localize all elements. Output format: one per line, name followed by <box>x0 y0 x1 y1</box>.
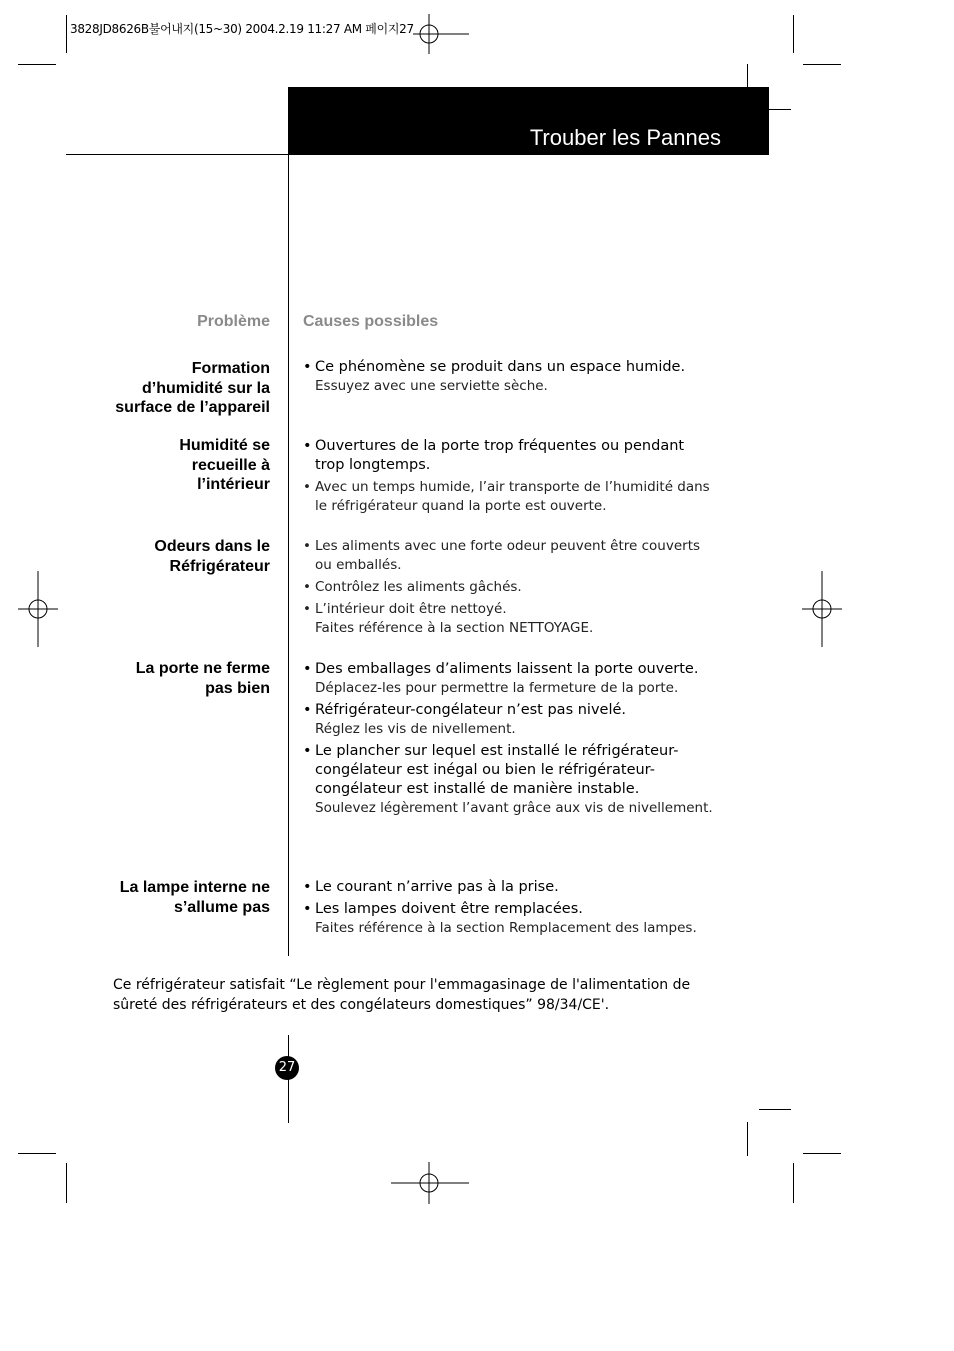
cause-remedy: Faites référence à la section Remplacement des lampes. <box>315 920 697 936</box>
problem-label: Formation d’humidité sur la surface de l’appareil <box>115 360 270 416</box>
causes-list <box>303 878 713 938</box>
crop-mark <box>66 15 67 53</box>
crop-mark <box>66 1163 67 1203</box>
title-bar <box>289 87 769 155</box>
compliance-note: Ce réfrigérateur satisfait “Le règlement pour l'emmagasinage de l'alimentation de sûreté des réfrigérateurs et des congélateurs domestiques” 98/34/CE'. <box>113 977 691 1013</box>
cause-item: • Ouvertures de la porte trop fréquentes ou pendant trop longtemps. <box>303 437 713 475</box>
registration-mark-icon <box>18 571 58 647</box>
problem-label: La lampe interne ne s’allume pas <box>119 879 270 916</box>
causes-column-header: Causes possibles <box>303 313 439 330</box>
cause-item: • Le plancher sur lequel est installé le réfrigérateur-congélateur est inégal ou bien le réfrigérateur-congélateur est installé de manière instable. <box>303 742 713 799</box>
causes-list <box>303 537 713 638</box>
crop-mark <box>793 1163 794 1203</box>
cause-item: • Avec un temps humide, l’air transporte de l’humidité dans le réfrigérateur quand la porte est ouverte. <box>303 478 713 516</box>
cause-item: • Contrôlez les aliments gâchés. <box>303 578 713 597</box>
registration-mark-icon <box>413 14 469 54</box>
page-title: Trouber les Pannes <box>529 125 721 150</box>
crop-mark <box>793 15 794 53</box>
causes-list <box>303 660 713 818</box>
print-slug: 3828JD8626B불어내지(15~30) 2004.2.19 11:27 AM 페이지27 <box>70 22 414 36</box>
column-divider <box>288 87 289 956</box>
cause-item: • Les aliments avec une forte odeur peuvent être couverts ou emballés. <box>303 537 713 575</box>
problem-label: Odeurs dans le Réfrigérateur <box>154 538 270 575</box>
cause-remedy: Essuyez avec une serviette sèche. <box>315 378 548 394</box>
crop-mark <box>18 64 56 65</box>
registration-mark-icon <box>802 571 842 647</box>
problem-label: Humidité se recueille à l’intérieur <box>179 437 270 493</box>
page-number: 27 <box>275 1056 299 1080</box>
registration-mark-icon <box>391 1162 469 1204</box>
problem-label: La porte ne ferme pas bien <box>135 660 270 697</box>
cause-remedy: Réglez les vis de nivellement. <box>315 721 516 737</box>
cause-item: • Le courant n’arrive pas à la prise. <box>303 878 713 897</box>
cause-item: • Des emballages d’aliments laissent la porte ouverte. <box>303 660 713 679</box>
cause-item: • L’intérieur doit être nettoyé. <box>303 600 713 619</box>
trim-mark <box>747 1122 748 1156</box>
trim-mark <box>759 1109 791 1110</box>
causes-list <box>303 437 713 516</box>
cause-remedy: Faites référence à la section NETTOYAGE. <box>315 620 594 636</box>
header-rule <box>66 154 289 155</box>
cause-item: • Les lampes doivent être remplacées. <box>303 900 713 919</box>
cause-remedy: Déplacez-les pour permettre la fermeture de la porte. <box>315 680 679 696</box>
cause-item: • Ce phénomène se produit dans un espace humide. <box>303 358 713 377</box>
trim-mark <box>769 109 791 110</box>
problem-column-header: Problème <box>197 313 270 330</box>
crop-mark <box>18 1153 56 1154</box>
cause-item: • Réfrigérateur-congélateur n’est pas nivelé. <box>303 701 713 720</box>
cause-remedy: Soulevez légèrement l’avant grâce aux vis de nivellement. <box>315 800 713 816</box>
crop-mark <box>803 1153 841 1154</box>
causes-list <box>303 358 713 396</box>
crop-mark <box>803 64 841 65</box>
